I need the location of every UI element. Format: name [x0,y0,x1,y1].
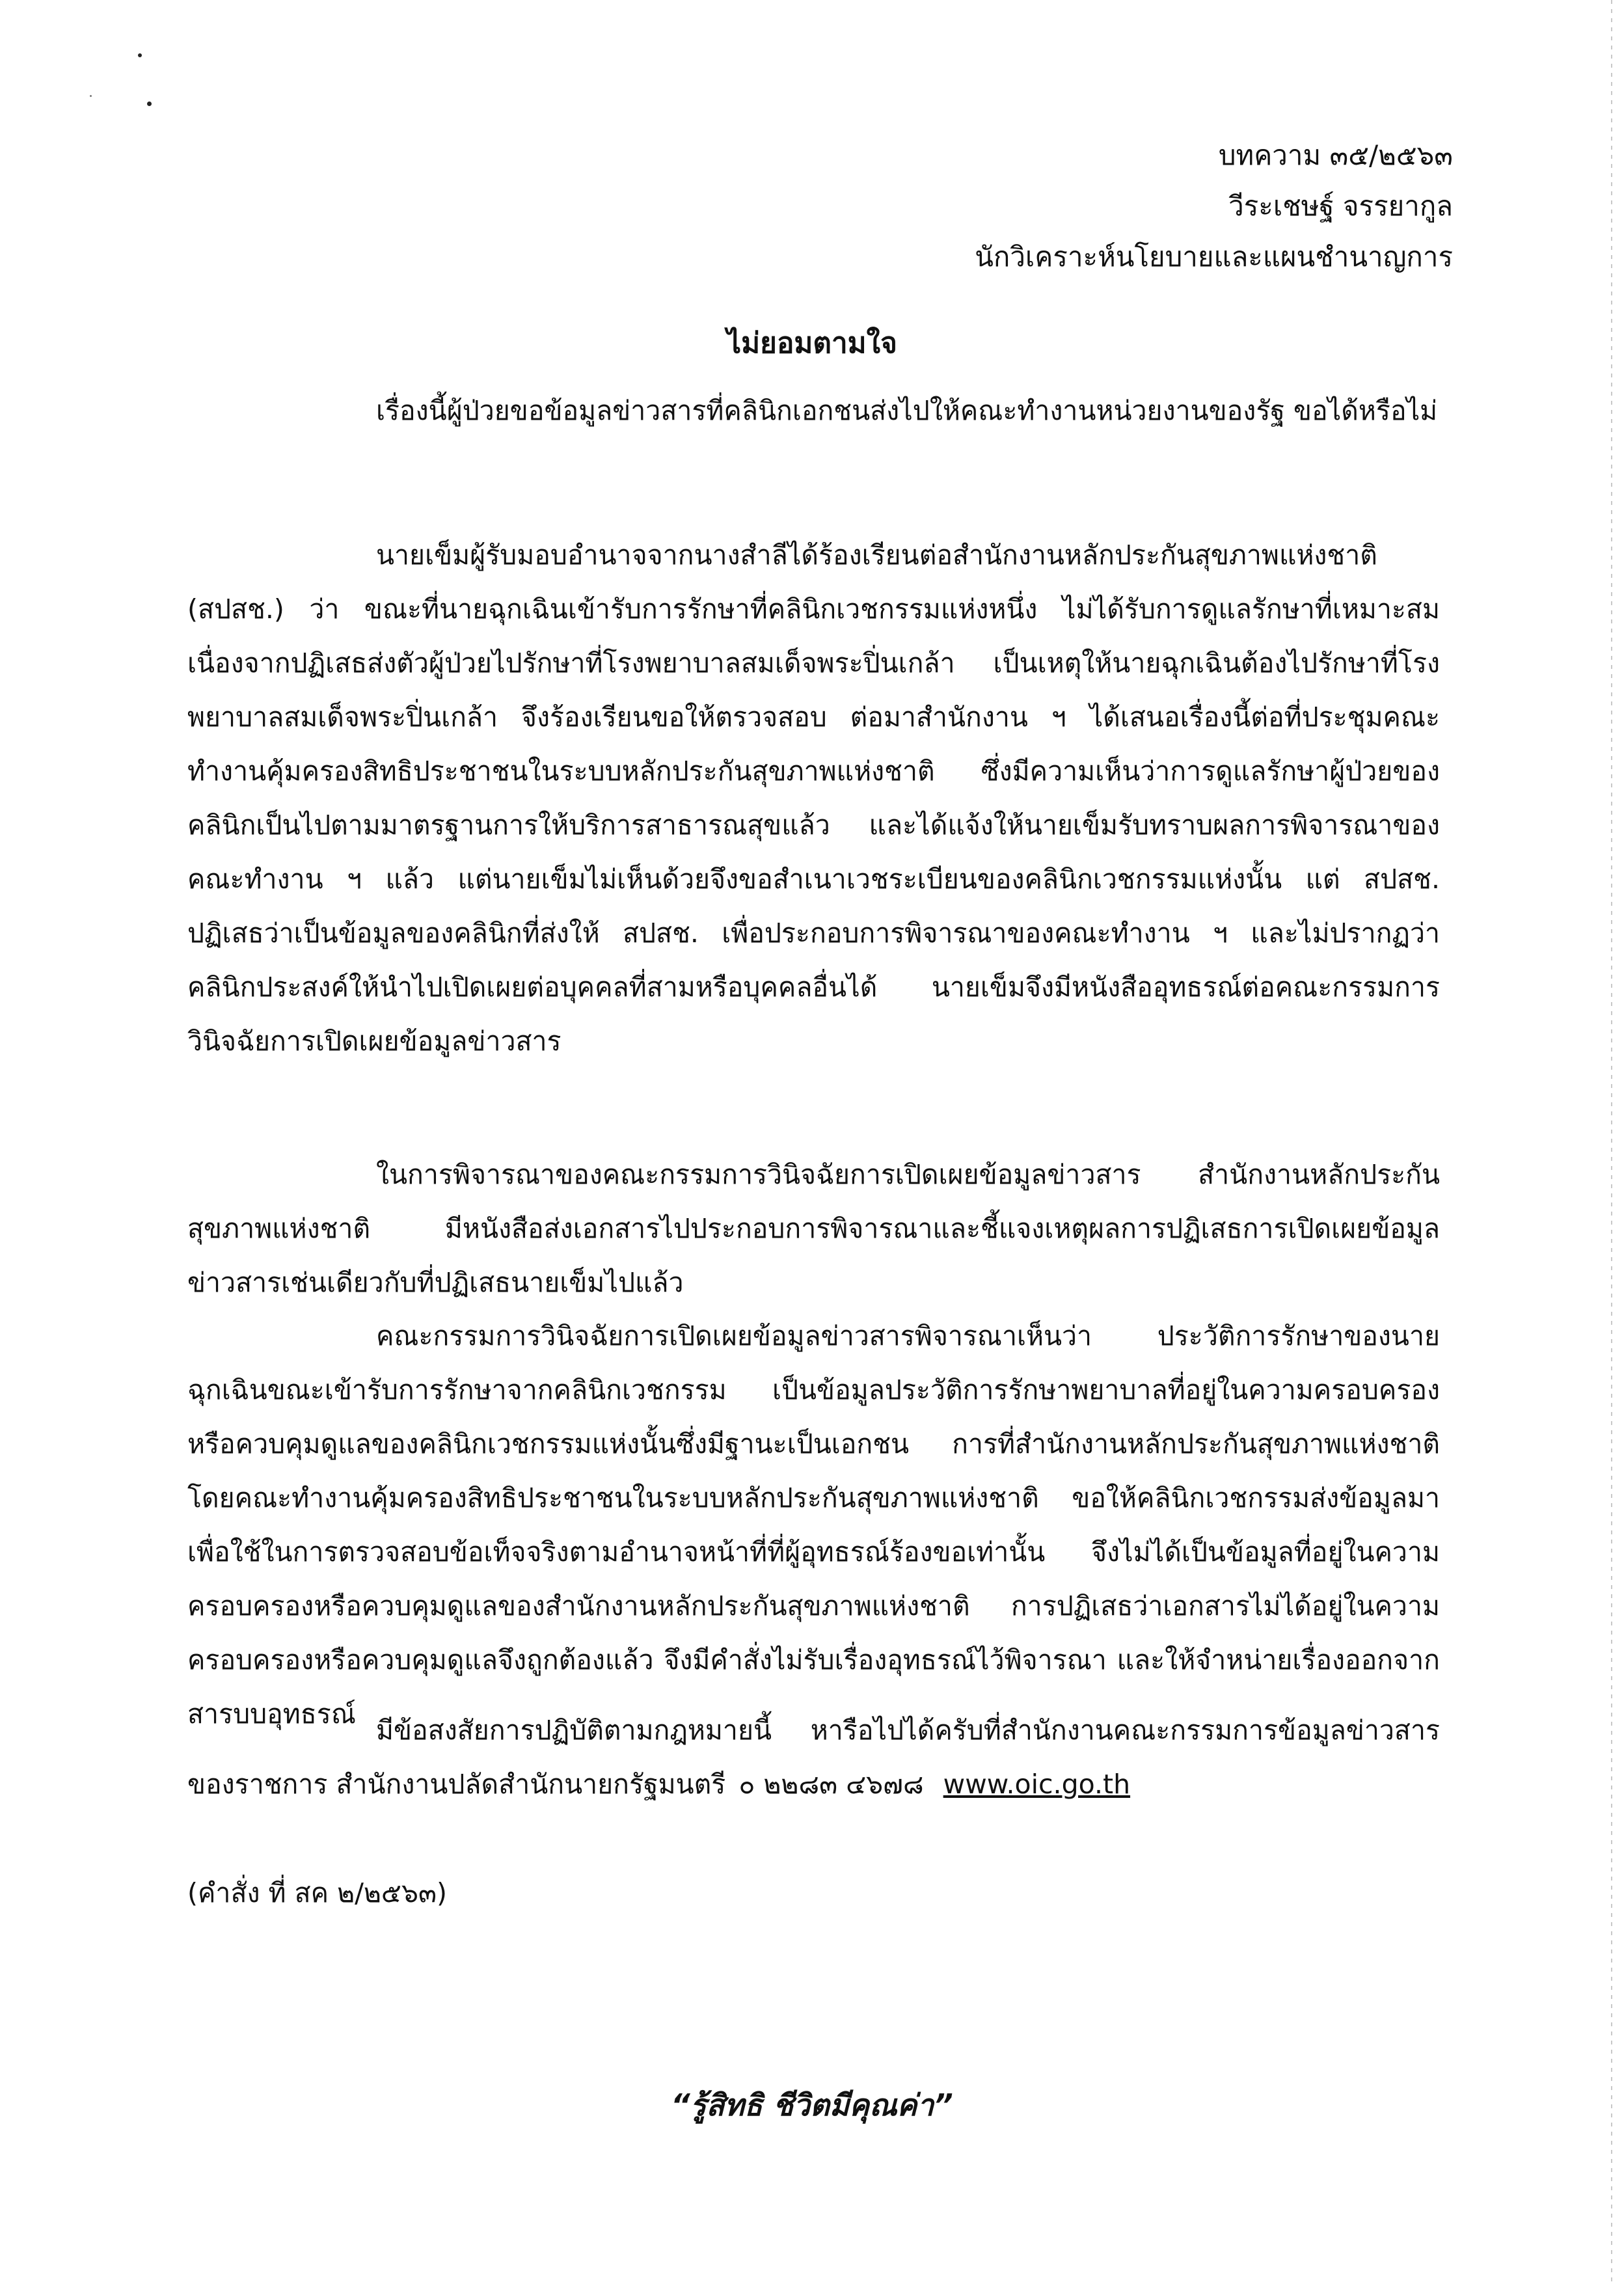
website-link[interactable]: www.oic.go.th [943,1769,1131,1800]
contact-phone: ๐ ๒๒๘๓ ๔๖๗๘ [738,1769,924,1800]
scan-speck [147,102,152,106]
lead-paragraph-block [187,384,1440,438]
body-paragraph: คณะกรรมการวินิจฉัยการเปิดเผยข้อมูลข่าวสารพิจารณาเห็นว่า ประวัติการรักษาของนายฉุกเฉินขณะเข้ารับการรักษาจากคลินิกเวชกรรม เป็นข้อมูลประวัติการรักษาพยาบาลที่อยู่ในความครอบครองหรือควบคุมดูแลของคลินิกเวชกรรมแห่งนั้นซึ่งมีฐานะเป็นเอกชน การที่สำนักงานหลักประกันสุขภาพแห่งชาติโดยคณะทำงานคุ้มครองสิทธิประชาชนในระบบหลักประกันสุขภาพแห่งชาติ ขอให้คลินิกเวชกรรมส่งข้อมูลมาเพื่อใช้ในการตรวจสอบข้อเท็จจริงตามอำนาจหน้าที่ที่ผู้อุทธรณ์ร้องขอเท่านั้น จึงไม่ได้เป็นข้อมูลที่อยู่ในความครอบครองหรือควบคุมดูแลของสำนักงานหลักประกันสุขภาพแห่งชาติ การปฏิเสธว่าเอกสารไม่ได้อยู่ในความครอบครองหรือควบคุมดูแลจึงถูกต้องแล้ว จึงมีคำสั่งไม่รับเรื่องอุทธรณ์ไว้พิจารณา และให้จำหน่ายเรื่องออกจากสารบบอุทธรณ์ [187,1320,1440,1730]
document-header [975,130,1453,282]
body-paragraph: ในการพิจารณาของคณะกรรมการวินิจฉัยการเปิดเผยข้อมูลข่าวสาร สำนักงานหลักประกันสุขภาพแห่งชาติ มีหนังสือส่งเอกสารไปประกอบการพิจารณาและชี้แจงเหตุผลการปฏิเสธการเปิดเผยข้อมูลข่าวสารเช่นเดียวกับที่ปฏิเสธนายเข็มไปแล้ว [187,1159,1440,1298]
author-position: นักวิเคราะห์นโยบายและแผนชำนาญการ [975,241,1453,273]
body-paragraph: นายเข็มผู้รับมอบอำนาจจากนางสำลีได้ร้องเรียนต่อสำนักงานหลักประกันสุขภาพแห่งชาติ (สปสช.) ว่า ขณะที่นายฉุกเฉินเข้ารับการรักษาที่คลินิกเวชกรรมแห่งหนึ่ง ไม่ได้รับการดูแลรักษาที่เหมาะสม เนื่องจากปฏิเสธส่งตัวผู้ป่วยไปรักษาที่โรงพยาบาลสมเด็จพระปิ่นเกล้า เป็นเหตุให้นายฉุกเฉินต้องไปรักษาที่โรงพยาบาลสมเด็จพระปิ่นเกล้า จึงร้องเรียนขอให้ตรวจสอบ ต่อมาสำนักงาน ฯ ได้เสนอเรื่องนี้ต่อที่ประชุมคณะทำงานคุ้มครองสิทธิประชาชนในระบบหลักประกันสุขภาพแห่งชาติ ซึ่งมีความเห็นว่าการดูแลรักษาผู้ป่วยของคลินิกเป็นไปตามมาตรฐานการให้บริการสาธารณสุขแล้ว และได้แจ้งให้นายเข็มรับทราบผลการพิจารณาของคณะทำงาน ฯ แล้ว แต่นายเข็มไม่เห็นด้วยจึงขอสำเนาเวชระเบียนของคลินิกเวชกรรมแห่งนั้น แต่ สปสช. ปฏิเสธว่าเป็นข้อมูลของคลินิกที่ส่งให้ สปสช. เพื่อประกอบการพิจารณาของคณะทำงาน ฯ และไม่ปรากฏว่าคลินิกประสงค์ให้นำไปเปิดเผยต่อบุคคลที่สามหรือบุคคลอื่นได้ นายเข็มจึงมีหนังสืออุทธรณ์ต่อคณะกรรมการวินิจฉัยการเปิดเผยข้อมูลข่าวสาร [187,539,1440,1057]
contact-paragraph-block [187,1704,1440,1812]
article-title: ไม่ยอมตามใจ [727,327,897,360]
contact-paragraph [187,1704,1440,1812]
article-number: บทความ ๓๕/๒๕๖๓ [1218,139,1453,171]
paragraph-block [187,1309,1440,1741]
scan-speck [90,95,92,97]
lead-paragraph: เรื่องนี้ผู้ป่วยขอข้อมูลข่าวสารที่คลินิกเอกชนส่งไปให้คณะทำงานหน่วยงานของรัฐ ขอได้หรือไม่ [376,395,1438,426]
slogan: “รู้สิทธิ ชีวิตมีคุณค่า” [671,2087,953,2123]
scan-speck [138,53,142,57]
contact-text: มีข้อสงสัยการปฏิบัติตามกฎหมายนี้ หารือไปได้ครับที่สำนักงานคณะกรรมการข้อมูลข่าวสารของราชการ สำนักงานปลัดสำนักนายกรัฐมนตรี [187,1715,1440,1800]
paragraph-block [187,528,1440,1068]
paragraph-block [187,1148,1440,1310]
order-reference: (คำสั่ง ที่ สค ๒/๒๕๖๓) [187,1877,448,1908]
author-name: วีระเชษฐ์ จรรยากูล [1228,190,1453,222]
